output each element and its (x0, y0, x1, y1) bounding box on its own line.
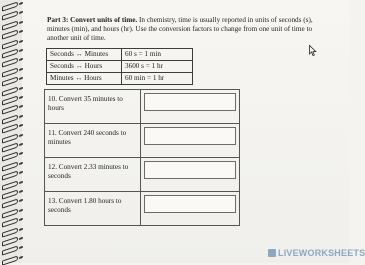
answer-input-12[interactable] (144, 161, 236, 179)
conversion-from: Seconds (50, 50, 74, 58)
conversion-row (47, 61, 193, 73)
spiral-coil (2, 180, 18, 190)
conversion-factor: 60 s = 1 min (122, 49, 193, 61)
spiral-coil (2, 30, 18, 40)
spiral-coil (2, 39, 18, 49)
conversion-to: Minutes (84, 50, 109, 58)
conversion-to: Hours (84, 74, 102, 82)
spiral-coil (2, 86, 18, 96)
spiral-coil (2, 199, 18, 209)
question-text: 12. Convert 2.33 minutes to seconds (45, 158, 141, 192)
conversion-from: Minutes (50, 74, 74, 82)
spiral-coil (2, 218, 18, 228)
conversion-from: Seconds (50, 62, 74, 70)
spiral-coil (2, 58, 18, 68)
spiral-coil (2, 77, 18, 87)
spiral-coil (2, 227, 18, 237)
liveworksheets-logo-icon (268, 249, 276, 257)
instructions (47, 16, 330, 43)
spiral-binding (0, 0, 22, 263)
spiral-coil (2, 152, 18, 162)
spiral-coil (2, 171, 18, 181)
spiral-coil (2, 105, 18, 115)
conversion-table (46, 48, 193, 85)
spiral-coil (2, 255, 18, 265)
question-row (45, 124, 240, 158)
spiral-coil (2, 246, 18, 256)
answer-input-11[interactable] (144, 127, 236, 145)
conversion-factor: 60 min = 1 hr (122, 73, 193, 85)
question-text: 10. Convert 35 minutes to hours (45, 90, 141, 124)
spiral-coil (2, 133, 18, 143)
instructions-text: In chemistry, time is usually reported in units of seconds (s), minutes (min), and hours (hr). Use the conversion factors to change from one unit of time to another unit of time. (47, 16, 313, 42)
double-arrow-icon: ↔ (75, 74, 83, 82)
spiral-coil (2, 11, 18, 21)
liveworksheets-watermark[interactable] (268, 248, 365, 258)
question-row (45, 158, 240, 192)
questions-table (44, 89, 240, 226)
double-arrow-icon: ↔ (75, 50, 83, 58)
question-text: 11. Convert 240 seconds to minutes (45, 124, 141, 158)
conversion-to: Hours (84, 62, 103, 70)
double-arrow-icon: ↔ (75, 62, 83, 70)
watermark-text: LIVEWORKSHEETS (278, 248, 365, 258)
spiral-coil (2, 124, 18, 134)
mouse-cursor-icon (309, 45, 317, 56)
question-row (45, 90, 240, 124)
answer-input-13[interactable] (144, 195, 236, 213)
question-row (45, 192, 240, 226)
answer-input-10[interactable] (144, 93, 236, 111)
part-heading: Part 3: Convert units of time. (47, 16, 138, 24)
question-text: 13. Convert 1.80 hours to seconds (45, 192, 141, 226)
conversion-row (47, 49, 193, 61)
conversion-row (47, 73, 193, 85)
conversion-factor: 3600 s = 1 hr (122, 61, 193, 73)
